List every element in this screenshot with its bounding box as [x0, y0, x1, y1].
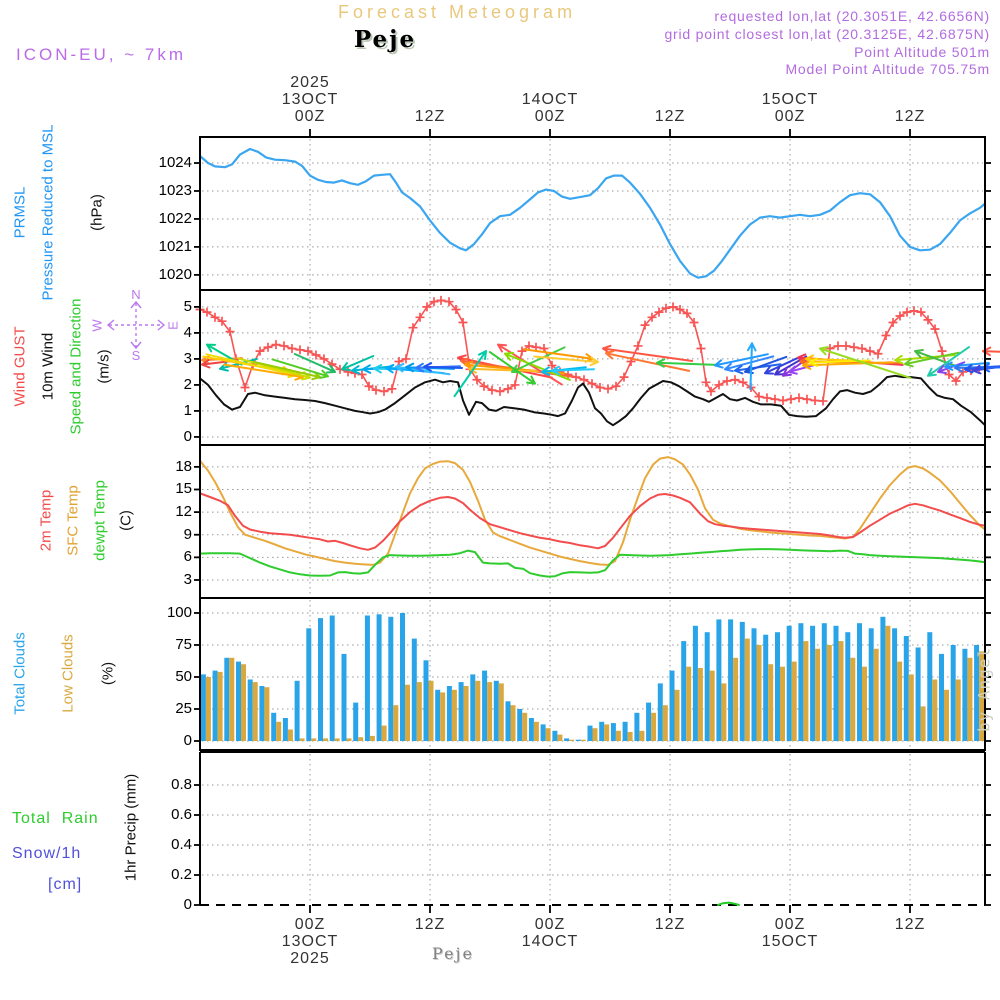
y-axis-tick-label: 0 [183, 732, 192, 749]
total-cloud-bar [295, 681, 300, 741]
total-cloud-bar [552, 731, 557, 741]
total-clouds-label: Total Clouds [11, 632, 29, 715]
y-axis-tick-label: 0 [183, 427, 192, 445]
low-cloud-bar [382, 726, 387, 741]
y-axis-tick-label: 3 [183, 570, 192, 588]
total-cloud-bar [236, 662, 241, 741]
low-cloud-bar [897, 662, 902, 741]
total-cloud-bar [388, 617, 393, 741]
top-axis-tick-label: 14OCT [521, 91, 579, 108]
low-cloud-bar [546, 728, 551, 741]
y-axis-tick-label: 0.4 [171, 836, 192, 853]
y-axis-tick-label: 100 [166, 603, 192, 621]
low-cloud-bar [358, 737, 363, 741]
low-cloud-bar [581, 740, 586, 741]
bottom-axis-tick-label: 15OCT [761, 933, 819, 950]
top-axis-tick-label: 00Z [534, 108, 566, 125]
total-cloud-bar [845, 632, 850, 741]
low-cloud-bar [932, 680, 937, 742]
low-cloud-bar [909, 674, 914, 741]
low-cloud-bar [218, 672, 223, 741]
gust-plus-markers [196, 296, 990, 406]
low-cloud-bar [675, 690, 680, 741]
low-cloud-bar [944, 690, 949, 741]
sfc-temp-line [200, 457, 985, 565]
total-cloud-bar [705, 632, 710, 741]
total-cloud-bar [670, 671, 675, 741]
low-cloud-bar [241, 664, 246, 741]
compass-east-label: E [165, 321, 181, 330]
total-cloud-bar [787, 626, 792, 741]
low-cloud-bar [206, 677, 211, 741]
total-cloud-bar [798, 623, 803, 741]
total-cloud-bar [939, 654, 944, 741]
low-cloud-bar [792, 662, 797, 741]
total-rain-label: Total Rain [12, 810, 99, 827]
total-cloud-bar [400, 613, 405, 741]
total-cloud-bar [634, 713, 639, 741]
total-cloud-bar [763, 635, 768, 741]
wind-direction-arrow [424, 363, 462, 371]
low-cloud-bar [745, 639, 750, 741]
total-cloud-bar [880, 617, 885, 741]
total-cloud-bar [424, 660, 429, 741]
footer-station-label: Peje [432, 944, 474, 963]
total-cloud-bar [716, 619, 721, 741]
low-cloud-bar [956, 680, 961, 742]
bottom-axis-tick-label: 12Z [414, 916, 446, 933]
y-axis-tick-label: 12 [175, 503, 192, 521]
low-cloud-bar [768, 664, 773, 741]
low-cloud-bar [885, 626, 890, 741]
low-cloud-bar [698, 668, 703, 741]
model-point-altitude-label: Model Point Altitude 705.75m [785, 61, 990, 77]
dewpt-temp-label: dewpt Temp [91, 480, 109, 561]
y-axis-tick-label: 50 [175, 667, 192, 685]
total-cloud-bar [529, 718, 534, 741]
sfc-temp-label: SFC Temp [64, 485, 82, 556]
y-axis-tick-label: 1021 [158, 237, 192, 255]
model-name-label: ICON-EU, ~ 7km [16, 45, 186, 64]
low-cloud-bar [300, 738, 305, 741]
low-cloud-bar [522, 713, 527, 741]
credit-watermark: by Angel [974, 646, 994, 733]
low-cloud-bar [850, 658, 855, 741]
bottom-axis-tick-label: 12Z [654, 916, 686, 933]
low-cloud-bar [511, 705, 516, 741]
top-axis-tick-label: 12Z [414, 108, 446, 125]
grid-point-coords-label: grid point closest lon,lat (20.3125E, 42.6875N) [664, 26, 990, 42]
low-cloud-bar [534, 722, 539, 741]
low-cloud-bar [487, 682, 492, 741]
low-cloud-bar [276, 722, 281, 741]
total-cloud-bar [447, 686, 452, 741]
total-cloud-bar [623, 722, 628, 741]
bottom-axis-tick-label: 00Z [534, 916, 566, 933]
total-cloud-bar [482, 671, 487, 741]
low-clouds-label: Low Clouds [59, 634, 77, 713]
low-cloud-bar [417, 682, 422, 741]
low-cloud-bar [663, 705, 668, 741]
low-cloud-bar [393, 705, 398, 741]
bottom-axis-tick-label: 2025 [290, 950, 330, 967]
low-cloud-bar [967, 658, 972, 741]
total-cloud-bar [857, 623, 862, 741]
total-cloud-bar [951, 645, 956, 741]
point-altitude-label: Point Altitude 501m [854, 44, 990, 60]
low-cloud-bar [253, 682, 258, 741]
low-cloud-bar [229, 658, 234, 741]
requested-coords-label: requested lon,lat (20.3051E, 42.6656N) [714, 8, 990, 24]
bottom-axis-tick-label: 13OCT [281, 933, 339, 950]
total-cloud-bar [681, 641, 686, 741]
total-cloud-bar [588, 726, 593, 741]
low-cloud-bar [335, 738, 340, 741]
total-cloud-bar [564, 738, 569, 741]
watermark-title: Forecast Meteogram [338, 2, 577, 22]
total-cloud-bar [201, 674, 206, 741]
y-axis-tick-label: 1022 [158, 209, 192, 227]
y-axis-tick-label: 9 [183, 525, 192, 543]
low-cloud-bar [874, 649, 879, 741]
low-cloud-bar [651, 713, 656, 741]
low-cloud-bar [311, 738, 316, 741]
total-cloud-bar [822, 623, 827, 741]
total-cloud-bar [412, 639, 417, 741]
y-axis-tick-label: 4 [183, 323, 192, 341]
t2m-label: 2m Temp [37, 489, 55, 552]
total-cloud-bar [916, 648, 921, 742]
total-cloud-bar [775, 632, 780, 741]
low-cloud-bar [604, 724, 609, 741]
total-cloud-bar [271, 713, 276, 741]
pressure-long-label: Pressure Reduced to MSL [39, 124, 57, 301]
hpa-unit-label: (hPa) [88, 194, 106, 231]
total-cloud-bar [658, 683, 663, 741]
wind-gust-label: Wind GUST [11, 326, 29, 407]
total-cloud-bar [248, 680, 253, 742]
y-axis-tick-label: 0.8 [171, 776, 192, 793]
y-axis-tick-label: 1 [183, 401, 192, 419]
low-cloud-bar [839, 641, 844, 741]
top-axis-tick-label: 13OCT [281, 91, 339, 108]
bottom-axis-tick-label: 14OCT [521, 933, 579, 950]
total-cloud-bar [810, 626, 815, 741]
low-cloud-bar [475, 681, 480, 741]
total-cloud-bar [611, 723, 616, 741]
total-cloud-bar [904, 636, 909, 741]
low-cloud-bar [686, 667, 691, 741]
bottom-axis-tick-label: 00Z [774, 916, 806, 933]
page-title: Peje [353, 26, 417, 53]
y-axis-tick-label: 1024 [158, 154, 192, 171]
low-cloud-bar [628, 732, 633, 741]
low-cloud-bar [639, 731, 644, 741]
pressure-line [200, 149, 985, 278]
low-cloud-bar [757, 645, 762, 741]
pressure-panel-frame [200, 137, 985, 290]
low-cloud-bar [429, 681, 434, 741]
total-cloud-bar [259, 686, 264, 741]
total-cloud-bar [342, 654, 347, 741]
low-cloud-bar [440, 692, 445, 741]
total-cloud-bar [330, 616, 335, 742]
y-axis-tick-label: 1020 [158, 265, 192, 283]
celsius-unit-label: (C) [117, 510, 135, 531]
top-axis-tick-label: 12Z [654, 108, 686, 125]
low-cloud-bar [323, 738, 328, 741]
compass-west-label: W [89, 319, 105, 332]
total-cloud-bar [752, 628, 757, 741]
top-axis-tick-label: 2025 [290, 74, 330, 91]
low-cloud-bar [827, 645, 832, 741]
wind-direction-arrow [295, 354, 335, 373]
total-cloud-bar [435, 690, 440, 741]
percent-unit-label: (%) [99, 661, 117, 686]
total-cloud-bar [459, 682, 464, 741]
low-cloud-bar [347, 738, 352, 741]
low-cloud-bar [710, 671, 715, 741]
total-cloud-bar [353, 703, 358, 741]
total-cloud-bar [576, 740, 581, 741]
top-axis-tick-label: 00Z [294, 108, 326, 125]
low-cloud-bar [405, 685, 410, 741]
total-cloud-bar [834, 626, 839, 741]
top-axis-tick-label: 00Z [774, 108, 806, 125]
low-cloud-bar [464, 686, 469, 741]
low-cloud-bar [921, 706, 926, 741]
total-cloud-bar [365, 616, 370, 742]
y-axis-tick-label: 0.2 [171, 866, 192, 883]
total-cloud-bar [494, 681, 499, 741]
wind-direction-arrow [203, 357, 290, 375]
total-cloud-bar [927, 632, 932, 741]
low-cloud-bar [803, 641, 808, 741]
total-cloud-bar [306, 628, 311, 741]
wind-panel-frame [200, 290, 985, 445]
total-cloud-bar [728, 619, 733, 741]
compass-north-label: N [131, 287, 141, 302]
total-cloud-bar [224, 658, 229, 741]
total-cloud-bar [599, 722, 604, 741]
2m-temp-line [200, 493, 985, 550]
total-cloud-bar [962, 649, 967, 741]
ms-unit-label: (m/s) [95, 349, 113, 384]
y-axis-tick-label: 3 [183, 349, 192, 367]
y-axis-tick-label: 0.6 [171, 806, 192, 823]
precip-axis-label: 1hr Precip (mm) [122, 773, 140, 882]
prmsl-label: PRMSL [11, 186, 29, 239]
total-cloud-bar [740, 622, 745, 741]
total-cloud-bar [517, 709, 522, 741]
low-cloud-bar [862, 667, 867, 741]
speed-direction-label: Speed and Direction [67, 298, 85, 435]
snow-label: Snow/1h [12, 845, 82, 862]
total-cloud-bar [283, 718, 288, 741]
wind10m-label: 10m Wind [39, 332, 57, 401]
low-cloud-bar [593, 728, 598, 741]
low-cloud-bar [264, 687, 269, 741]
low-cloud-bar [569, 740, 574, 741]
total-cloud-bar [892, 628, 897, 741]
low-cloud-bar [370, 736, 375, 741]
low-cloud-bar [452, 690, 457, 741]
total-cloud-bar [646, 703, 651, 741]
low-cloud-bar [721, 683, 726, 741]
cm-unit-label: [cm] [48, 876, 83, 893]
y-axis-tick-label: 1023 [158, 181, 192, 199]
y-axis-tick-label: 6 [183, 548, 192, 566]
bottom-axis-tick-label: 00Z [294, 916, 326, 933]
total-cloud-bar [541, 724, 546, 741]
y-axis-tick-label: 25 [175, 699, 192, 717]
bottom-axis-tick-label: 12Z [894, 916, 926, 933]
total-cloud-bar [318, 618, 323, 741]
y-axis-tick-label: 15 [175, 480, 192, 498]
total-cloud-bar [470, 674, 475, 741]
top-axis-tick-label: 12Z [894, 108, 926, 125]
low-cloud-bar [733, 658, 738, 741]
y-axis-tick-label: 2 [183, 375, 192, 393]
y-axis-tick-label: 0 [183, 896, 192, 913]
total-cloud-bar [869, 628, 874, 741]
low-cloud-bar [780, 667, 785, 741]
low-cloud-bar [616, 731, 621, 741]
low-cloud-bar [499, 683, 504, 741]
low-cloud-bar [288, 730, 293, 742]
y-axis-tick-label: 5 [183, 297, 192, 315]
y-axis-tick-label: 75 [175, 635, 192, 653]
total-cloud-bar [693, 626, 698, 741]
total-cloud-bar [377, 614, 382, 741]
low-cloud-bar [557, 735, 562, 741]
total-cloud-bar [213, 671, 218, 741]
compass-south-label: S [131, 348, 141, 363]
low-cloud-bar [815, 649, 820, 741]
y-axis-tick-label: 18 [175, 457, 192, 475]
top-axis-tick-label: 15OCT [761, 91, 819, 108]
total-cloud-bar [506, 701, 511, 741]
